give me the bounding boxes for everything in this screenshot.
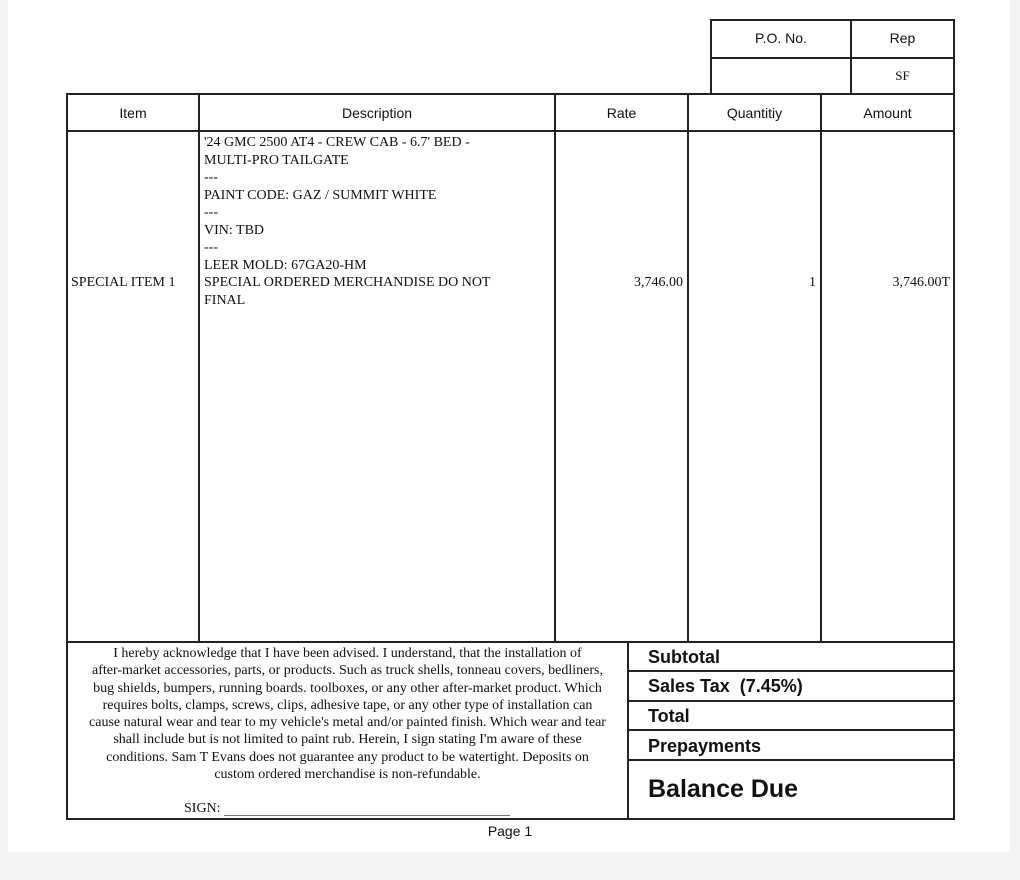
column-header-item: Item [119, 105, 147, 121]
table-bottom-border [66, 818, 955, 820]
totals-row-border [629, 729, 955, 731]
disclaimer-line: bug shields, bumpers, running boards. toolboxes, or any other after-market product. Which [93, 680, 602, 696]
disclaimer-text [68, 645, 627, 783]
totals-row-border [629, 759, 955, 761]
disclaimer-line: shall include but is not limited to paint rub. Herein, I sign stating I'm aware of these [113, 732, 582, 748]
quantity-cell: 1 [809, 275, 816, 290]
totals-row-border [629, 670, 955, 672]
totals-row-border [629, 700, 955, 702]
rep-value: SF [895, 68, 910, 83]
table-right-border [953, 93, 955, 820]
description-line: PAINT CODE: GAZ / SUMMIT WHITE [204, 187, 437, 203]
page-number: Page 1 [487, 823, 533, 839]
col-divider-rate [687, 93, 689, 643]
description-line: '24 GMC 2500 AT4 - CREW CAB - 6.7' BED - [204, 135, 470, 150]
disclaimer-line: cause natural wear and tear to my vehicle's metal and/or painted finish. Which wear and tear [89, 715, 606, 731]
disclaimer-line: after-market accessories, parts, or products. Such as truck shells, tonneau covers, bedliners, [92, 663, 603, 679]
po-box-mid-border [710, 57, 955, 59]
description-line: --- [204, 170, 218, 185]
column-header-description: Description [341, 105, 413, 121]
disclaimer-line: I hereby acknowledge that I have been advised. I understand, that the installation of [113, 646, 582, 661]
description-line: SPECIAL ORDERED MERCHANDISE DO NOT [204, 275, 491, 290]
disclaimer-line: custom ordered merchandise is non-refundable. [214, 767, 481, 783]
description-line: LEER MOLD: 67GA20-HM [204, 257, 367, 273]
amount-cell: 3,746.00T [892, 275, 950, 290]
column-header-quantity: Quantitiy [726, 105, 783, 121]
description-line: --- [204, 240, 218, 255]
po-box-right-border [953, 19, 955, 95]
sales-tax-label: Sales Tax (7.45%) [648, 676, 803, 696]
description-line: MULTI-PRO TAILGATE [204, 152, 349, 168]
balance-due-label: Balance Due [648, 775, 799, 803]
col-divider-quantity [820, 93, 822, 643]
disclaimer-line: conditions. Sam T Evans does not guarantee any product to be watertight. Deposits on [106, 749, 589, 765]
subtotal-label: Subtotal [648, 647, 720, 667]
column-header-amount: Amount [863, 105, 912, 121]
description-line: --- [204, 205, 218, 220]
description-line: VIN: TBD [204, 222, 265, 238]
column-header-rate: Rate [606, 105, 637, 121]
total-label: Total [648, 706, 690, 726]
description-line: FINAL [204, 292, 246, 308]
col-divider-item [198, 93, 200, 643]
po-box-top-border [710, 19, 955, 21]
prepayments-label: Prepayments [648, 736, 762, 756]
col-divider-description [554, 93, 556, 643]
rep-label: Rep [889, 30, 916, 46]
sign-label: SIGN: [184, 801, 221, 816]
rate-cell: 3,746.00 [634, 275, 683, 290]
invoice-page [8, 0, 1010, 852]
signature-line[interactable] [224, 815, 510, 816]
po-number-label: P.O. No. [755, 30, 807, 46]
disclaimer-line: requires bolts, clamps, screws, clips, adhesive tape, or any other type of installation can [102, 697, 593, 713]
item-cell: SPECIAL ITEM 1 [71, 275, 176, 290]
description-cell [204, 134, 491, 309]
